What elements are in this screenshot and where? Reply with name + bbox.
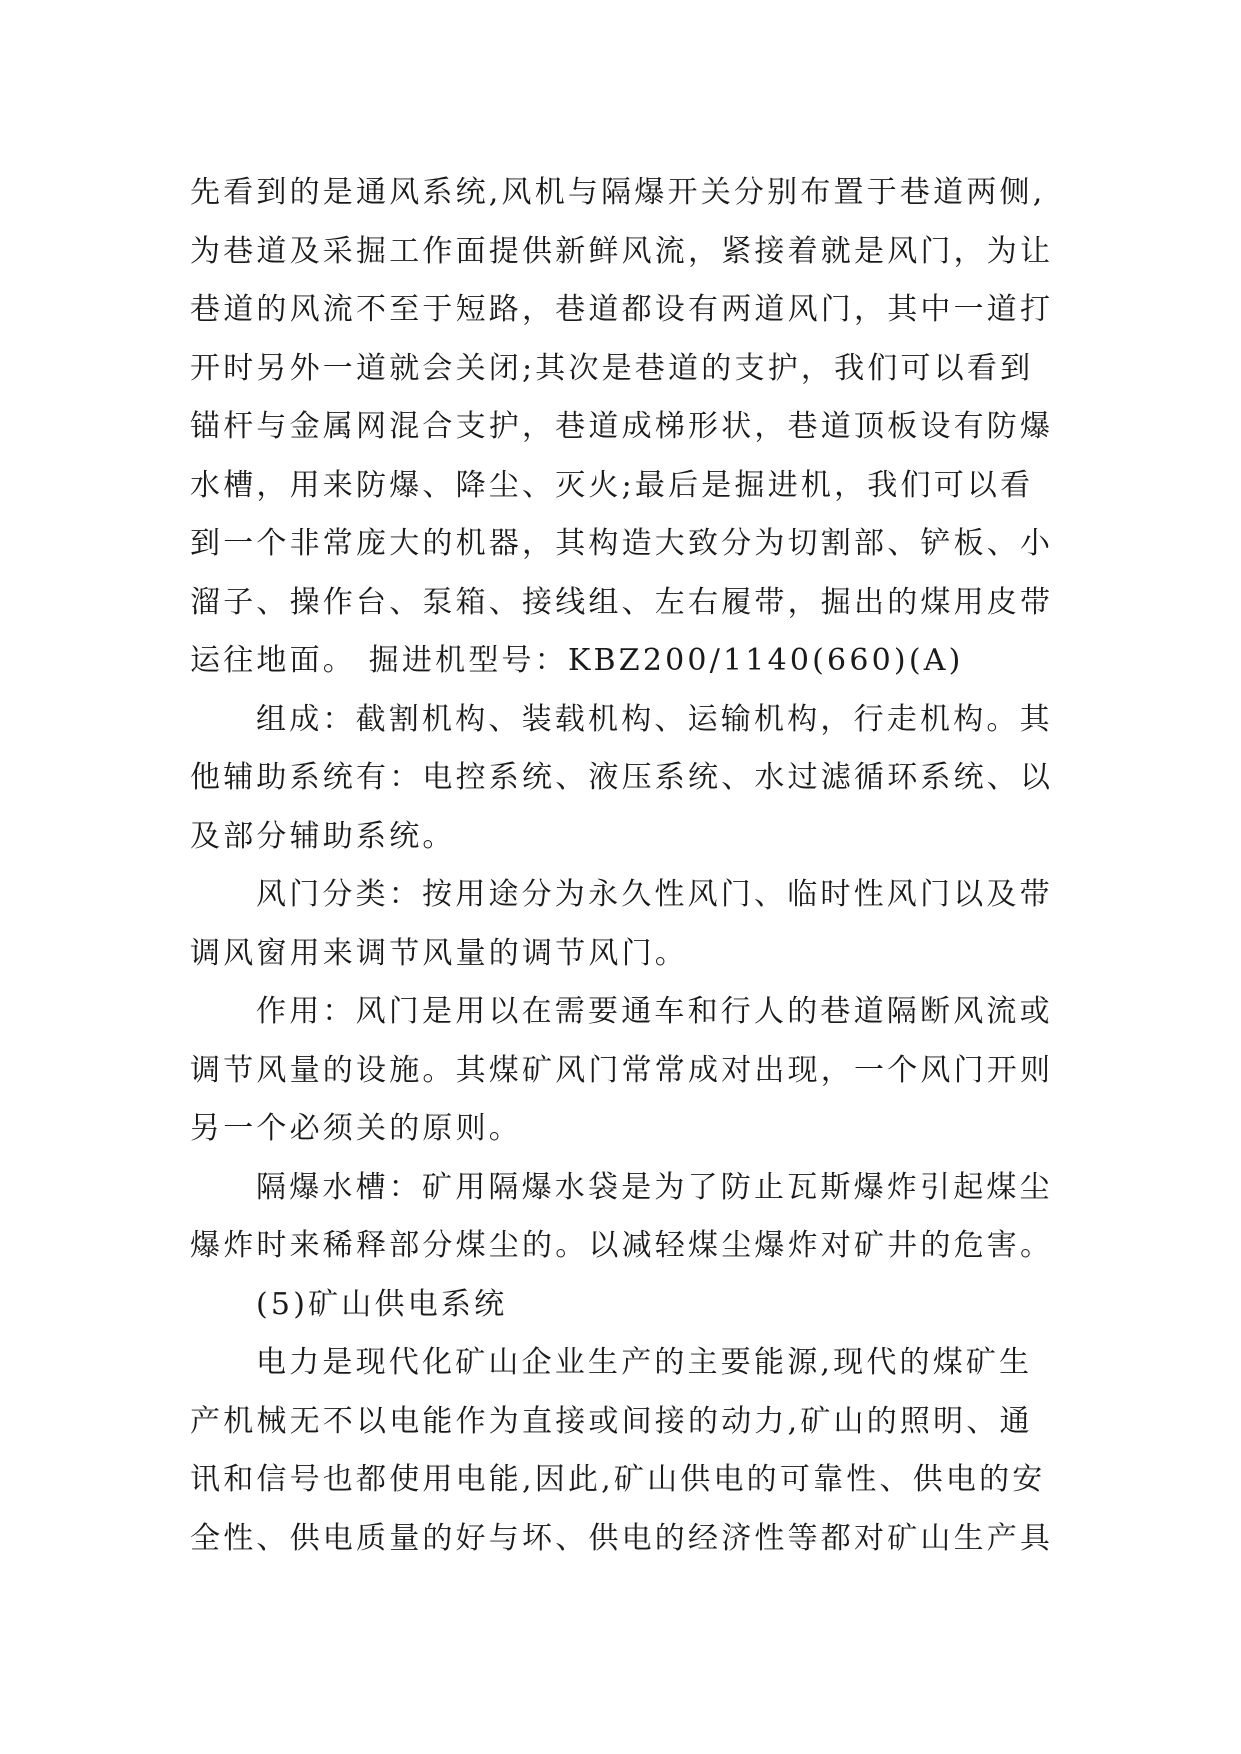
text-line: 讯和信号也都使用电能,因此,矿山供电的可靠性、供电的安 bbox=[190, 1462, 1046, 1497]
text-line: 另一个必须关的原则。 bbox=[190, 1111, 522, 1146]
text-line: 调风窗用来调节风量的调节风门。 bbox=[190, 935, 688, 971]
text-line: 锚杆与金属网混合支护，巷道成梯形状，巷道顶板设有防爆 bbox=[190, 409, 1054, 444]
text-line: 组成：截割机构、装载机构、运输机构，行走机构。其 bbox=[256, 701, 1053, 737]
text-line: 溜子、操作台、泵箱、接线组、左右履带，掘出的煤用皮带 bbox=[190, 584, 1054, 620]
text-line: 先看到的是通风系统,风机与隔爆开关分别布置于巷道两侧, bbox=[190, 175, 1046, 210]
text-line: 爆炸时来稀释部分煤尘的。以减轻煤尘爆炸对矿井的危害。 bbox=[190, 1228, 1054, 1263]
text-line: 水槽，用来防爆、降尘、灭火;最后是掘进机，我们可以看 bbox=[190, 467, 1034, 503]
text-line: 到一个非常庞大的机器，其构造大致分为切割部、铲板、小 bbox=[190, 526, 1054, 561]
text-line: 他辅助系统有：电控系统、液压系统、水过滤循环系统、以 bbox=[190, 760, 1054, 795]
text-line: 为巷道及采掘工作面提供新鲜风流，紧接着就是风门，为让 bbox=[190, 233, 1054, 269]
text-line: 运往地面。 掘进机型号：KBZ200/1140(660)(A) bbox=[190, 643, 964, 678]
text-line: 作用：风门是用以在需要通车和行人的巷道隔断风流或 bbox=[256, 994, 1053, 1029]
text-line: 开时另外一道就会关闭;其次是巷道的支护，我们可以看到 bbox=[190, 350, 1034, 386]
text-line: 产机械无不以电能作为直接或间接的动力,矿山的照明、通 bbox=[190, 1403, 1033, 1439]
text-line: 隔爆水槽：矿用隔爆水袋是为了防止瓦斯爆炸引起煤尘 bbox=[256, 1169, 1053, 1205]
text-line: 风门分类：按用途分为永久性风门、临时性风门以及带 bbox=[256, 877, 1053, 912]
text-line: 调节风量的设施。其煤矿风门常常成对出现，一个风门开则 bbox=[190, 1052, 1054, 1088]
text-line: 巷道的风流不至于短路，巷道都设有两道风门，其中一道打 bbox=[190, 292, 1054, 327]
text-line: 电力是现代化矿山企业生产的主要能源,现代的煤矿生 bbox=[256, 1345, 1033, 1380]
section-heading: (5)矿山供电系统 bbox=[256, 1286, 508, 1322]
text-line: 及部分辅助系统。 bbox=[190, 818, 456, 854]
text-line: 全性、供电质量的好与坏、供电的经济性等都对矿山生产具 bbox=[190, 1520, 1054, 1556]
document-body bbox=[190, 164, 1090, 1568]
